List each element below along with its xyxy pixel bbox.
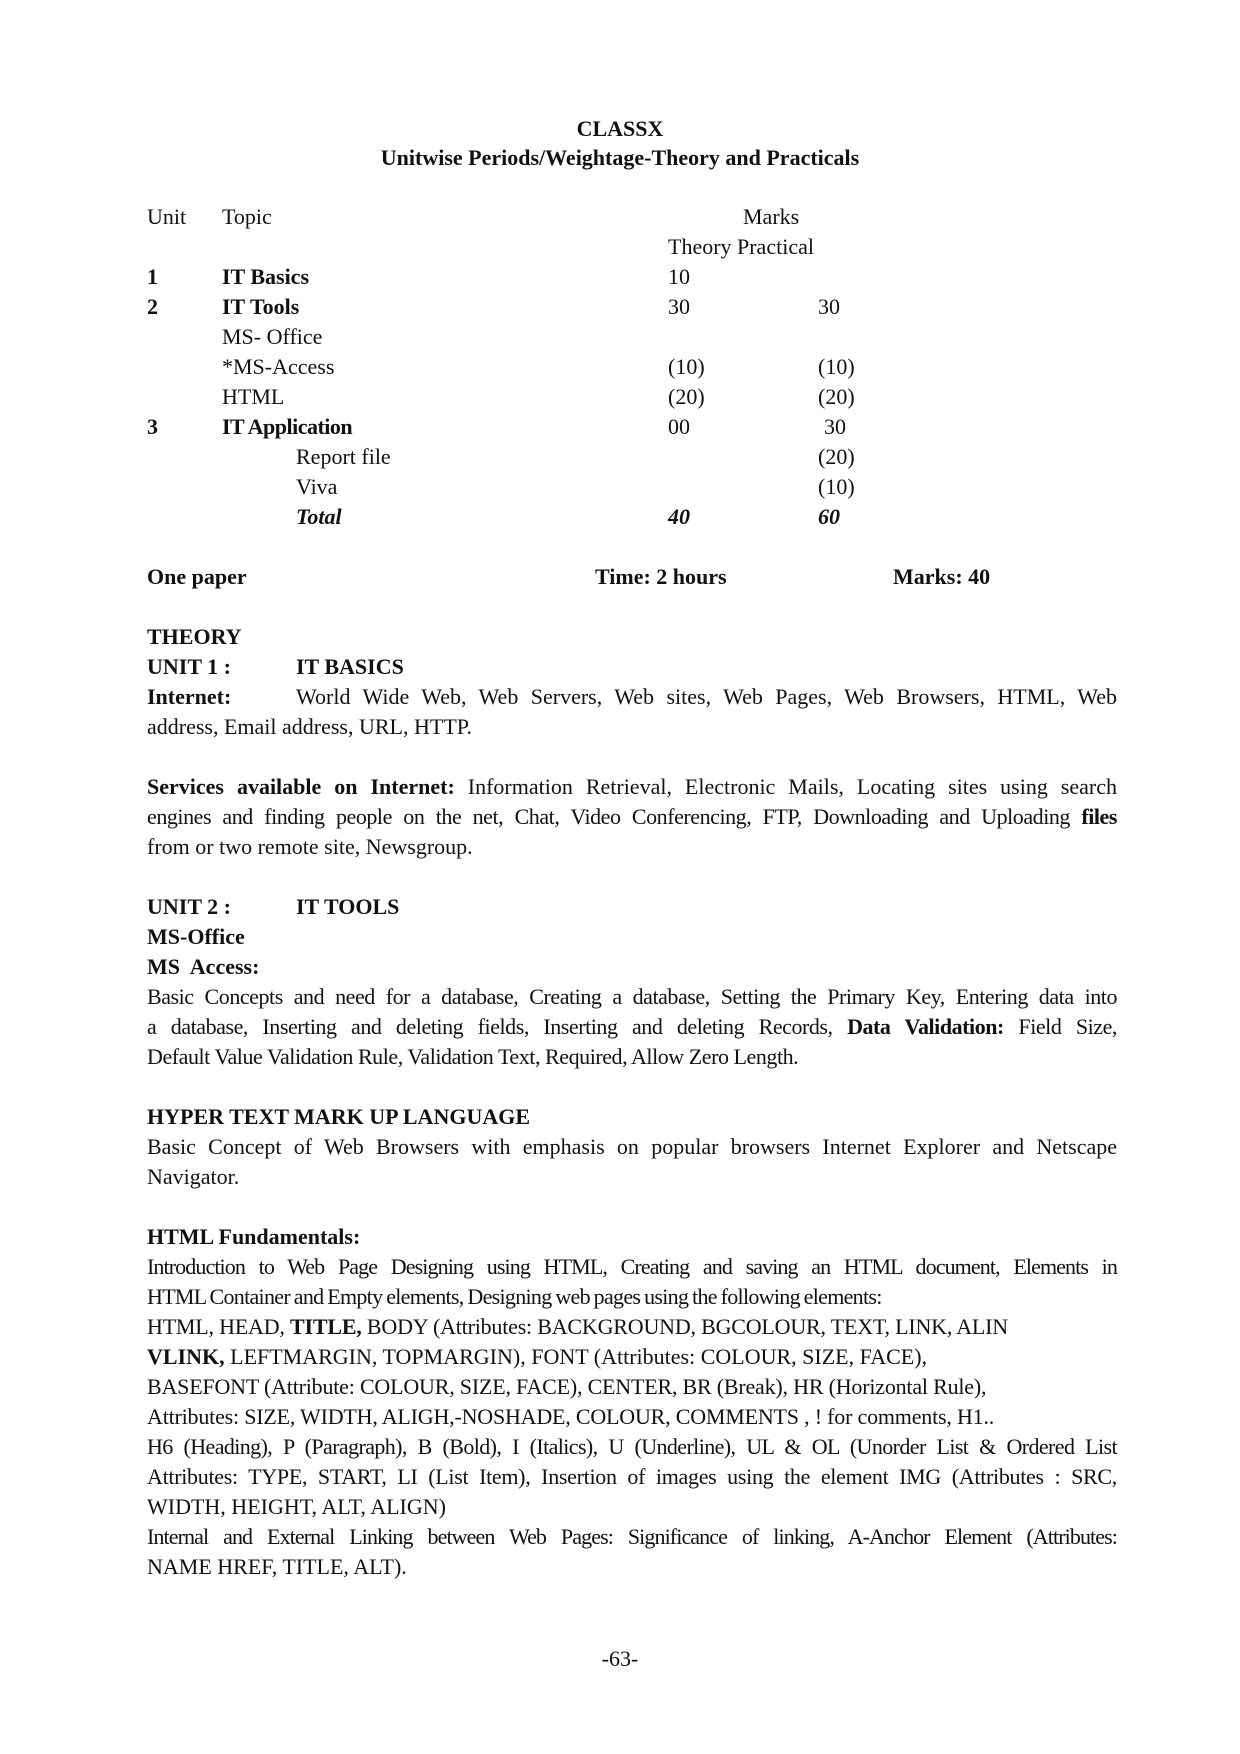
- fund-line3a: HTML, HEAD,: [147, 1314, 285, 1339]
- table-row-total-practical: 60: [818, 504, 840, 529]
- table-header-practical: Practical: [737, 234, 814, 259]
- internet-text-line2: address, Email address, URL, HTTP.: [147, 714, 473, 739]
- internet-label: Internet:: [147, 684, 232, 709]
- fund-line3b: BODY (Attributes: BACKGROUND, BGCOLOUR, TEXT, LINK, ALIN: [366, 1314, 1008, 1339]
- access-paragraph: [147, 982, 1117, 1072]
- html-line1: Basic Concept of Web Browsers with emphasis on popular browsers Internet Explorer and Netscape: [147, 1134, 1117, 1159]
- table-row-topic: IT Tools: [222, 294, 300, 319]
- table-row-unit: 2: [147, 294, 158, 319]
- table-row-total-label: Total: [296, 504, 342, 529]
- theory-heading: THEORY: [147, 624, 242, 649]
- html-paragraph: [147, 1132, 1117, 1192]
- class-title: CLASSX: [576, 116, 664, 141]
- table-row-practical: (10): [818, 354, 855, 379]
- fund-line11: NAME HREF, TITLE, ALT).: [147, 1554, 407, 1579]
- fund-line1: Introduction to Web Page Designing using HTML, Creating and saving an HTML document, Elements in: [147, 1254, 1117, 1279]
- access-line2: [147, 1012, 1117, 1042]
- fund-line6: Attributes: SIZE, WIDTH, ALIGH,-NOSHADE, COLOUR, COMMENTS , ! for comments, H1..: [147, 1404, 995, 1429]
- fundamentals-paragraph: [147, 1252, 1117, 1582]
- services-text-3: from or two remote site, Newsgroup.: [147, 834, 473, 859]
- fundamentals-heading: HTML Fundamentals:: [147, 1224, 361, 1249]
- paper-marks: Marks: 40: [893, 564, 991, 589]
- page-number: -63-: [601, 1646, 639, 1671]
- table-row-theory: 30: [668, 294, 690, 319]
- table-row-theory: (10): [668, 354, 705, 379]
- services-text-1: Information Retrieval, Electronic Mails, Locating sites using search: [467, 774, 1117, 799]
- table-row-practical: 30: [824, 414, 846, 439]
- fund-line3-bold: TITLE,: [290, 1314, 362, 1339]
- access-line3: Default Value Validation Rule, Validation Text, Required, Allow Zero Length.: [147, 1044, 799, 1069]
- access-line2b: Field Size,: [1018, 1014, 1117, 1039]
- unit2-label: UNIT 2 :: [147, 894, 231, 919]
- paper-count: One paper: [147, 564, 247, 589]
- access-line1: Basic Concepts and need for a database, Creating a database, Setting the Primary Key, Entering data into: [147, 984, 1117, 1009]
- fund-line9: WIDTH, HEIGHT, ALT, ALIGN): [147, 1494, 446, 1519]
- table-row-total-theory: 40: [668, 504, 690, 529]
- fund-line10: Internal and External Linking between Web Pages: Significance of linking, A-Anchor Element (Attributes:: [147, 1524, 1117, 1549]
- table-row-practical: (20): [818, 384, 855, 409]
- services-text-2: engines and finding people on the net, Chat, Video Conferencing, FTP, Downloading and Uploading: [147, 804, 1070, 829]
- fund-line8: Attributes: TYPE, START, LI (List Item), Insertion of images using the element IMG (Attributes : SRC,: [147, 1464, 1117, 1489]
- fund-line7: H6 (Heading), P (Paragraph), B (Bold), I (Italics), U (Underline), UL & OL (Unorder List & Ordered List: [147, 1434, 1117, 1459]
- unit1-label: UNIT 1 :: [147, 654, 231, 679]
- page-subtitle: Unitwise Periods/Weightage-Theory and Practicals: [380, 145, 860, 170]
- unit2-title: IT TOOLS: [296, 894, 400, 919]
- access-bold: Data Validation:: [847, 1014, 1004, 1039]
- html-heading: HYPER TEXT MARK UP LANGUAGE: [147, 1104, 531, 1129]
- services-bold: files: [1081, 804, 1117, 829]
- services-line2: [147, 802, 1117, 832]
- table-row-topic: Viva: [296, 474, 338, 499]
- table-row-practical: (10): [818, 474, 855, 499]
- table-header-theory: Theory: [668, 234, 732, 259]
- fund-line5: BASEFONT (Attribute: COLOUR, SIZE, FACE), CENTER, BR (Break), HR (Horizontal Rule),: [147, 1374, 987, 1399]
- services-label: Services available on Internet:: [147, 774, 455, 799]
- table-row-topic: Report file: [296, 444, 391, 469]
- table-header-marks: Marks: [743, 204, 800, 229]
- msaccess-heading: MS Access:: [147, 954, 260, 979]
- table-row-topic: IT Application: [222, 414, 353, 439]
- table-header-unit: Unit: [147, 204, 187, 229]
- table-header-topic: Topic: [222, 204, 272, 229]
- html-line2: Navigator.: [147, 1164, 240, 1189]
- services-paragraph: [147, 772, 1117, 862]
- table-row-theory: (20): [668, 384, 705, 409]
- services-line1: [147, 772, 1117, 802]
- unit1-title: IT BASICS: [296, 654, 404, 679]
- table-row-practical: (20): [818, 444, 855, 469]
- table-row-topic: MS- Office: [222, 324, 323, 349]
- access-line2a: a database, Inserting and deleting fields, Inserting and deleting Records,: [147, 1014, 833, 1039]
- table-row-topic: IT Basics: [222, 264, 310, 289]
- table-row-practical: 30: [818, 294, 840, 319]
- fund-line3: [147, 1312, 1117, 1342]
- fund-line2: HTML Container and Empty elements, Designing web pages using the following elements:: [147, 1284, 882, 1309]
- fund-line4b: LEFTMARGIN, TOPMARGIN), FONT (Attributes: COLOUR, SIZE, FACE),: [230, 1344, 928, 1369]
- fund-line4-bold: VLINK,: [147, 1344, 225, 1369]
- fund-line4: [147, 1342, 1117, 1372]
- msoffice-heading: MS-Office: [147, 924, 245, 949]
- table-row-unit: 1: [147, 264, 158, 289]
- table-row-theory: 10: [668, 264, 690, 289]
- paper-time: Time: 2 hours: [595, 564, 727, 589]
- internet-text-line1: World Wide Web, Web Servers, Web sites, Web Pages, Web Browsers, HTML, Web: [296, 684, 1117, 709]
- table-row-theory: 00: [668, 414, 690, 439]
- table-row-topic: *MS-Access: [222, 354, 335, 379]
- table-row-unit: 3: [147, 414, 158, 439]
- table-row-topic: HTML: [222, 384, 285, 409]
